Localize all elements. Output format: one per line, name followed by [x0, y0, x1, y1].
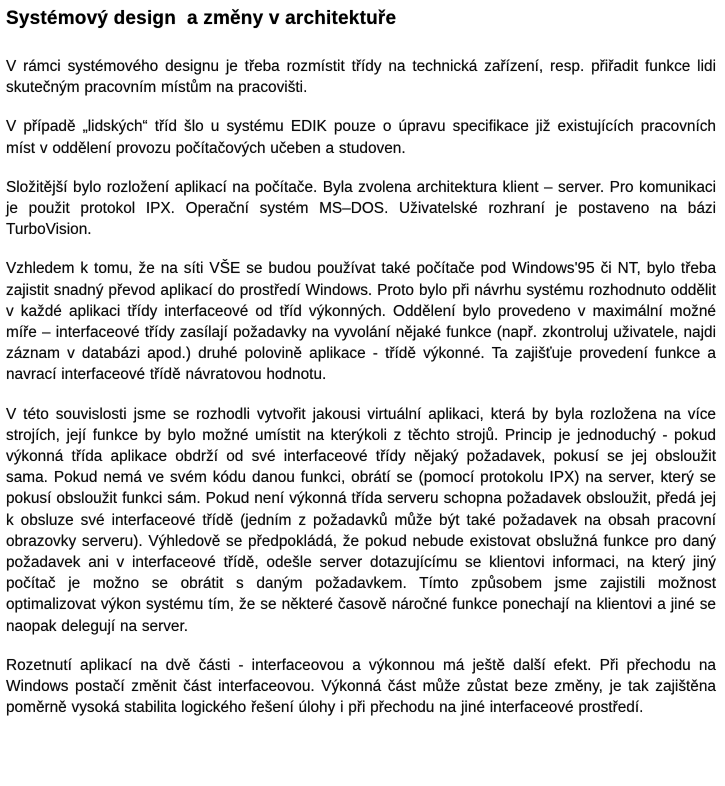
paragraph: Složitější bylo rozložení aplikací na počítače. Byla zvolena architektura klient – server. Pro komunikaci je použit protokol IPX. Operační systém MS–DOS. Uživatelské rozhraní je postaveno na bázi TurboVision. [6, 178, 716, 239]
paragraph: Vzhledem k tomu, že na síti VŠE se budou používat také počítače pod Windows'95 či NT, bylo třeba zajistit snadný převod aplikací do prostředí Windows. Proto bylo při návrhu systému rozhodnuto oddělit v každé aplikaci třídy interfaceové od tříd výkonných. Oddělení bylo provedeno v maximální možné míře – interfaceové třídy zasílají požadavky na vyvolání nějaké funkce (např. zkontroluj uživatele, najdi záznam v databázi apod.) druhé polovině aplikace - třídě výkonné. Ta zajišťuje provedení funkce a navrací interfaceové třídě návratovou hodnotu. [6, 260, 716, 384]
paragraph: V této souvislosti jsme se rozhodli vytvořit jakousi virtuální aplikaci, která by byla rozložena na více strojích, její funkce by bylo možné umístit na kterýkoli z těchto strojů. Princip je jednoduchý - pokud výkonná třída aplikace obdrží od své interfaceové třídy nějaký požadavek, pokusí se jej obsloužit sama. Pokud nemá ve svém kódu danou funkci, obrátí se (pomocí protokolu IPX) na server, který se pokusí obsloužit funkci sám. Pokud není výkonná třída serveru schopna požadavek obsloužit, předá jej k obsluze své interfaceové třídě (jedním z požadavků může být také požadavek na obsah pracovní obrazovky serveru). Výhledově se předpokládá, že pokud nebude existovat obslužná funkce pro daný požadavek ani v interfaceové třídě, odešle server dotazujícímu se klientovi informaci, na který jiný počítač je možno se obrátit s daným požadavkem. Tímto způsobem jsme zajistili možnost optimalizovat výkon systému tím, že se některé časově náročné funkce ponechají na klientovi a jiné se naopak delegují na server. [6, 405, 716, 635]
page-title: Systémový design a změny v architektuře [6, 8, 397, 29]
paragraph: V rámci systémového designu je třeba rozmístit třídy na technická zařízení, resp. přiřadit funkce lidi skutečným pracovním místům na pracovišti. [6, 58, 716, 97]
paragraph: Rozetnutí aplikací na dvě části - interfaceovou a výkonnou má ještě další efekt. Při přechodu na Windows postačí změnit část interfaceovou. Výkonná část může zůstat beze změny, je tak zajištěna poměrně vysoká stabilita logického řešení úlohy i při přechodu na jiné interfaceové prostředí. [6, 656, 716, 717]
document-body [6, 56, 716, 718]
paragraph: V případě „lidských“ tříd šlo u systému EDIK pouze o úpravu specifikace již existujících pracovních míst v oddělení provozu počítačových učeben a studoven. [6, 118, 716, 157]
